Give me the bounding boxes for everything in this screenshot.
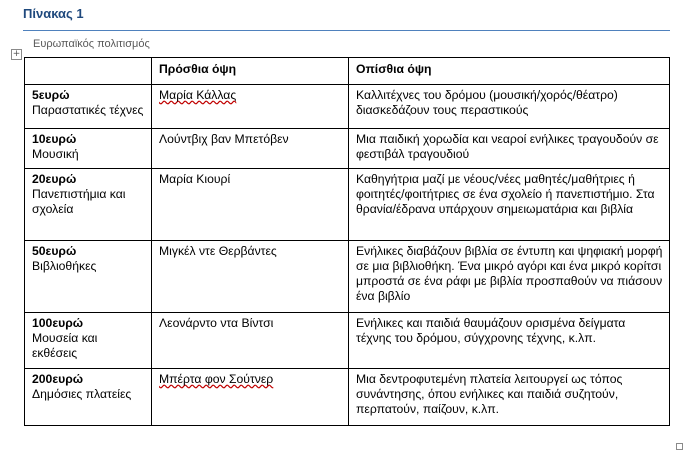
front-side-cell[interactable]: Μαρία Κιουρί — [152, 169, 349, 241]
back-side-cell[interactable]: Ενήλικες διαβάζουν βιβλία σε έντυπη και ψηφιακή μορφή σε μια βιβλιοθήκη. Ένα μικρό αγόρι και ένα μικρό κορίτσι μπροστά σε ένα ράφι με βιβλία προσπαθούν να πιάσουν ένα βιβλίο — [349, 241, 670, 313]
denomination-cell[interactable] — [25, 241, 152, 313]
denomination-topic: Δημόσιες πλατείες — [32, 387, 132, 401]
front-side-cell[interactable]: Λούντβιχ βαν Μπετόβεν — [152, 129, 349, 169]
denomination-value: 100ευρώ — [32, 316, 84, 330]
back-side-cell[interactable]: Μια παιδική χορωδία και νεαροί ενήλικες τραγουδούν σε φεστιβάλ τραγουδιού — [349, 129, 670, 169]
document-heading: Πίνακας 1 — [23, 6, 84, 21]
denomination-topic: Βιβλιοθήκες — [32, 259, 97, 273]
back-side-cell[interactable]: Μια δεντροφυτεμένη πλατεία λειτουργεί ως τόπος συνάντησης, όπου ενήλικες και παιδιά συζητούν, περπατούν, παίζουν, κ.λπ. — [349, 369, 670, 426]
heading-rule — [23, 30, 670, 31]
denomination-value: 200ευρώ — [32, 372, 84, 386]
back-side-cell[interactable]: Ενήλικες και παιδιά θαυμάζουν ορισμένα δείγματα τέχνης του δρόμου, σύγχρονης τέχνης, κ.λπ. — [349, 313, 670, 369]
denomination-topic: Μουσεία και εκθέσεις — [32, 331, 98, 360]
table-row — [25, 169, 670, 241]
header-cell-empty[interactable] — [25, 58, 152, 85]
denomination-topic: Παραστατικές τέχνες — [32, 103, 144, 117]
front-side-cell[interactable]: Μιγκέλ ντε Θερβάντες — [152, 241, 349, 313]
table-resize-handle[interactable] — [676, 443, 683, 450]
table-row — [25, 369, 670, 426]
denomination-cell[interactable] — [25, 369, 152, 426]
front-side-cell[interactable]: Λεονάρντο ντα Βίντσι — [152, 313, 349, 369]
euro-culture-table — [24, 57, 670, 426]
plus-move-icon[interactable]: + — [12, 49, 21, 59]
denomination-topic: Μουσική — [32, 147, 79, 161]
denomination-value: 20ευρώ — [32, 172, 77, 186]
denomination-cell[interactable] — [25, 313, 152, 369]
table-header-row — [25, 58, 670, 85]
table-row — [25, 85, 670, 129]
header-cell-front[interactable]: Πρόσθια όψη — [152, 58, 349, 85]
back-side-cell[interactable]: Καθηγήτρια μαζί με νέους/νέες μαθητές/μαθήτριες ή φοιτητές/φοιτήτριες σε ένα σχολείο ή πανεπιστήμιο. Στα θρανία/έδρανα υπάρχουν σημειωματάρια και βιβλία — [349, 169, 670, 241]
table-row — [25, 241, 670, 313]
header-cell-back[interactable]: Οπίσθια όψη — [349, 58, 670, 85]
denomination-cell[interactable] — [25, 85, 152, 129]
front-side-cell[interactable] — [152, 369, 349, 426]
front-side-text: Μπέρτα φον Σούτνερ — [159, 372, 274, 386]
front-side-text: Μαρία Κάλλας — [159, 88, 237, 102]
denomination-cell[interactable] — [25, 169, 152, 241]
denomination-value: 5ευρώ — [32, 88, 70, 102]
denomination-value: 10ευρώ — [32, 132, 77, 146]
front-side-cell[interactable] — [152, 85, 349, 129]
back-side-cell[interactable]: Καλλιτέχνες του δρόμου (μουσική/χορός/θέατρο) διασκεδάζουν τους περαστικούς — [349, 85, 670, 129]
table-row — [25, 129, 670, 169]
denomination-topic: Πανεπιστήμια και σχολεία — [32, 187, 126, 216]
table-caption: Ευρωπαϊκός πολιτισμός — [33, 38, 150, 50]
denomination-cell[interactable] — [25, 129, 152, 169]
table-row — [25, 313, 670, 369]
denomination-value: 50ευρώ — [32, 244, 77, 258]
